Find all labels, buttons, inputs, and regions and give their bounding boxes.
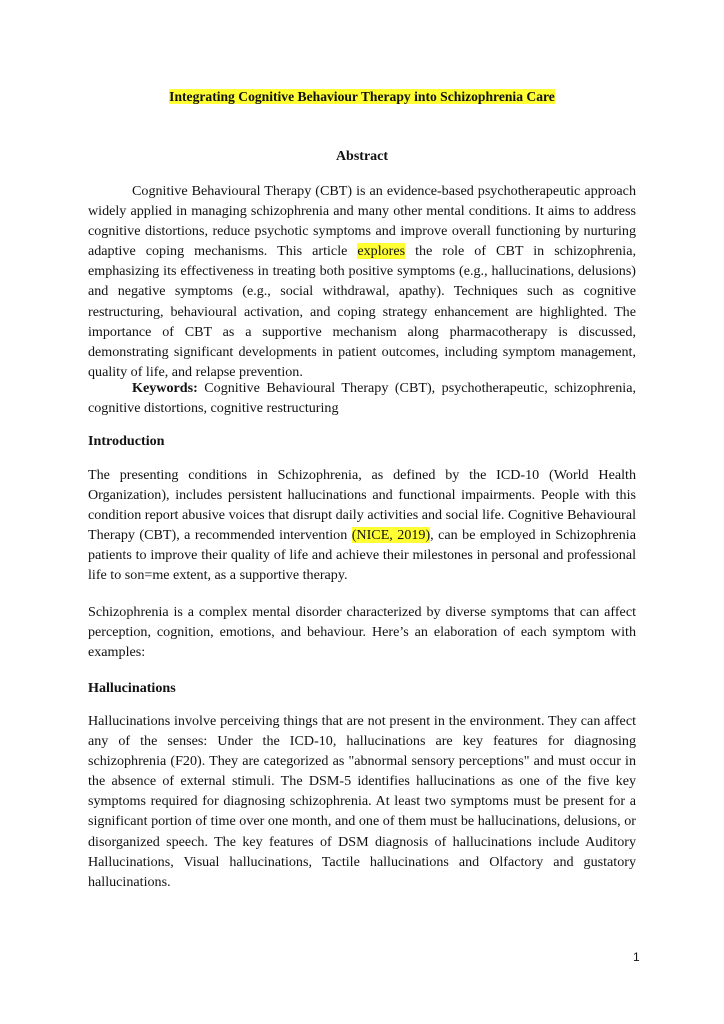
keywords-text: Cognitive Behavioural Therapy (CBT), psychotherapeutic, schizophrenia, cognitive distortions, cognitive restructuring bbox=[88, 380, 636, 417]
hallucinations-heading: Hallucinations bbox=[88, 680, 176, 696]
document-title bbox=[0, 88, 724, 106]
abstract-heading: Abstract bbox=[335, 149, 389, 164]
intro-text-before: The presenting conditions in Schizophrenia, as defined by the ICD-10 (World Health Organization), includes persistent hallucinations and functional impairments. People with this condition report abusive voices that disrupt daily activities and social life. Cognitive Behavioural Therapy (CBT), a recommended intervention bbox=[88, 467, 636, 544]
abstract-highlight: explores bbox=[357, 243, 406, 260]
abstract-text-before: Cognitive Behavioural Therapy (CBT) is an evidence-based psychotherapeutic approach widely applied in managing schizophrenia and many other mental conditions. It aims to address cognitive distortions, reduce psychotic symptoms and improve overall functioning by nurturing adaptive coping mechanisms. This article bbox=[88, 183, 636, 260]
page-number: 1 bbox=[633, 950, 640, 964]
introduction-heading: Introduction bbox=[88, 433, 165, 449]
intro-citation: (NICE, 2019) bbox=[351, 527, 431, 544]
abstract-paragraph bbox=[88, 181, 636, 382]
introduction-paragraph-2: Schizophrenia is a complex mental disorder characterized by diverse symptoms that can affect perception, cognition, emotions, and behaviour. Here’s an elaboration of each symptom with examples: bbox=[88, 604, 636, 661]
keywords-paragraph bbox=[88, 378, 636, 418]
introduction-paragraph-1 bbox=[88, 465, 636, 586]
keywords-label: Keywords: bbox=[132, 380, 198, 396]
hallucinations-paragraph: Hallucinations involve perceiving things that are not present in the environment. They can affect any of the senses: Under the ICD-10, hallucinations are key features for diagnosing schizophrenia (F20). They are categorized as "abnormal sensory perceptions" and must occur in the absence of external stimuli. The DSM-5 identifies hallucinations as one of the five key symptoms required for diagnosing schizophrenia. At least two symptoms must be present for a significant portion of time over one month, and one of them must be hallucinations, delusions, or disorganized speech. The key features of DSM diagnosis of hallucinations include Auditory Hallucinations, Visual hallucinations, Tactile hallucinations and Olfactory and gustatory hallucinations. bbox=[88, 713, 636, 890]
intro-text-after: , can be employed in Schizophrenia patients to improve their quality of life and achieve their milestones in personal and professional life to son=me extent, as a supportive therapy. bbox=[88, 527, 636, 584]
abstract-text-after: the role of CBT in schizophrenia, emphasizing its effectiveness in treating both positive symptoms (e.g., hallucinations, delusions) and negative symptoms (e.g., social withdrawal, apathy). Techniques such as cognitive restructuring, behavioural activation, and coping strategy enhancement are highlighted. The importance of CBT as a supportive mechanism along pharmacotherapy is discussed, demonstrating significant developments in patient outcomes, including symptom management, quality of life, and relapse prevention. bbox=[88, 243, 636, 380]
title-text: Integrating Cognitive Behaviour Therapy into Schizophrenia Care bbox=[169, 89, 555, 104]
